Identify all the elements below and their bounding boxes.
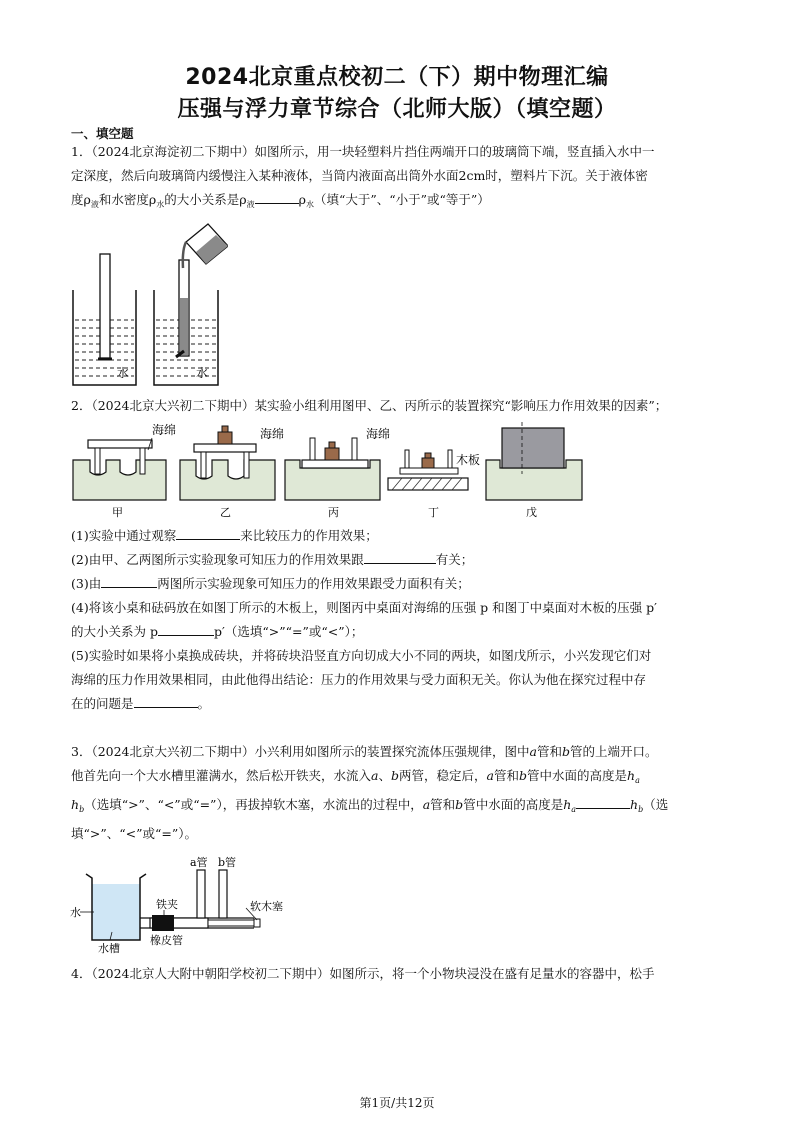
q3-blank[interactable] [576, 794, 630, 809]
q2-text: p′（选填“>”“=”或“<”）； [213, 624, 364, 639]
q2-text: 在的问题是 [71, 696, 134, 711]
q2-label-wu: 戊 [526, 506, 537, 519]
q2-fig-jia [73, 440, 166, 500]
q2-text: 两图所示实验现象可知压力的作用效果跟受力面积有关； [157, 576, 470, 591]
q3-var: h [71, 797, 80, 812]
q3-var: h [627, 768, 636, 783]
q3-label-a-tube: a管 [190, 856, 208, 869]
q3-line2 [71, 764, 724, 793]
q3-text: （选 [643, 797, 669, 812]
q1-text: 度ρ [71, 192, 91, 207]
q2-label-board: 木板 [456, 453, 481, 467]
q1-sub: 水 [156, 200, 165, 209]
q3-label-water: 水 [70, 906, 81, 919]
q3-var: a [529, 744, 537, 759]
q2-text: 有关； [435, 552, 474, 567]
q2-label-sponge-2: 海绵 [260, 427, 285, 441]
q1-text: ρ [298, 192, 306, 207]
q3-var: b [455, 797, 464, 812]
q3-text: 管中水面的高度是 [527, 768, 628, 783]
q2-part-4-line1: (4)将该小桌和砝码放在如图丁所示的木板上，则图丙中桌面对海绵的压强 p 和图丁中桌面对木板的压强 p′ [71, 600, 657, 615]
q1-text: 的大小关系是ρ [164, 192, 247, 207]
question-3 [71, 740, 724, 846]
page-title-line2: 压强与浮力章节综合（北师大版）（填空题） [177, 97, 617, 122]
q2-label-yi: 乙 [220, 506, 231, 519]
q1-line3 [71, 188, 724, 217]
q2-part-4-line2 [71, 620, 724, 644]
q2-text: 来比较压力的作用效果； [240, 528, 378, 543]
q2-text: (2)由甲、乙两图所示实验现象可知压力的作用效果跟 [71, 552, 364, 567]
q1-sub: 液 [246, 200, 255, 209]
q1-sub: 液 [90, 200, 99, 209]
q3-var: b [518, 768, 527, 783]
q3-text: 管和 [493, 768, 519, 783]
q3-var: b [390, 768, 399, 783]
q2-fig-wu [486, 422, 582, 500]
q3-sub: a [571, 805, 577, 814]
page-footer: 第1页/共12页 [359, 1096, 435, 1110]
q4-line1: 4．（2024北京人大附中朝阳学校初二下期中）如图所示，将一个小物块浸没在盛有足量水的容器中，松手 [71, 966, 655, 981]
q3-figure [70, 852, 390, 958]
q2-text: (3)由 [71, 576, 102, 591]
q2-part-2 [71, 548, 724, 572]
q2-blank-2[interactable] [364, 549, 436, 564]
q3-var: b [562, 744, 571, 759]
q2-blank-3[interactable] [101, 573, 157, 588]
q3-label-cork: 软木塞 [250, 900, 283, 913]
q2-figure [70, 420, 590, 520]
q3-line1 [71, 740, 724, 764]
q1-water-label-right: 水 [196, 366, 209, 380]
q3-var: a [422, 797, 431, 812]
q3-label-tank: 水槽 [98, 942, 120, 955]
q3-sub: a [635, 776, 640, 785]
q3-var: h [563, 797, 572, 812]
q3-water-tank [86, 874, 146, 940]
q2-text: 的大小关系为 p [71, 624, 158, 639]
q3-text: 管和 [430, 797, 456, 812]
q3-text: 两管，稳定后， [399, 768, 487, 783]
q3-var: a [371, 768, 379, 783]
q2-fig-bing [285, 438, 380, 500]
q3-var: h [630, 797, 639, 812]
q2-blank-4[interactable] [158, 621, 214, 636]
q1-answer-blank[interactable] [255, 189, 299, 204]
q3-text: 管和 [536, 744, 562, 759]
q2-part-5-line2: 海绵的压力作用效果相同，由此他得出结论：压力的作用效果与受力面积无关。你认为他在探究过程中存 [71, 672, 647, 687]
q2-text: 。 [197, 696, 211, 711]
q2-part-5-line3 [71, 692, 724, 716]
q2-label-ding: 丁 [428, 506, 439, 519]
question-1 [71, 140, 724, 217]
q3-sub: b [79, 805, 85, 814]
q1-text: 和水密度ρ [98, 192, 157, 207]
q1-sub: 水 [305, 200, 314, 209]
q3-text: （选填“>”、“<”或“=”），再拔掉软木塞，水流出的过程中， [84, 797, 423, 812]
question-2 [71, 394, 724, 418]
q2-blank-5[interactable] [134, 693, 198, 708]
section-heading: 一、填空题 [71, 126, 134, 141]
q3-line3 [71, 793, 724, 822]
question-4 [71, 962, 724, 986]
q2-part-1 [71, 524, 724, 548]
q3-label-hose: 橡皮管 [150, 934, 183, 947]
q2-part-3 [71, 572, 724, 596]
q3-text: 管中水面的高度是 [463, 797, 564, 812]
q3-sub: b [638, 805, 644, 814]
q3-text: 3．（2024北京大兴初二下期中）小兴利用如图所示的装置探究流体压强规律，图中 [71, 744, 530, 759]
q3-text: 他首先向一个大水槽里灌满水，然后松开铁夹，水流入 [71, 768, 372, 783]
q3-line4: 填“>”、“<”或“=”）。 [71, 826, 198, 841]
q1-water-label-left: 水 [117, 366, 130, 380]
q2-label-jia: 甲 [112, 506, 123, 519]
q1-line1: 1．（2024北京海淀初二下期中）如图所示，用一块轻塑料片挡住两端开口的玻璃筒下端，竖直插入水中一 [71, 144, 655, 159]
q3-label-clamp: 铁夹 [156, 898, 178, 911]
q2-text: (1)实验中通过观察 [71, 528, 177, 543]
q2-part-5-line1: (5)实验时如果将小桌换成砖块，并将砖块沿竖直方向切成大小不同的两块，如图戊所示，小兴发现它们对 [71, 648, 652, 663]
q2-blank-1[interactable] [176, 525, 240, 540]
q3-label-b-tube: b管 [218, 856, 237, 869]
q2-label-sponge-3: 海绵 [366, 427, 391, 441]
q3-text: 、 [378, 768, 391, 783]
q2-intro: 2．（2024北京大兴初二下期中）某实验小组利用图甲、乙、丙所示的装置探究“影响压力作用效果的因素”； [71, 398, 668, 413]
q1-line2: 定深度，然后向玻璃筒内缓慢注入某种液体，当筒内液面高出筒外水面2cm时，塑料片下沉。关于液体密 [71, 168, 648, 183]
q1-text: （填“大于”、“小于”或“等于”） [313, 192, 490, 207]
q2-label-sponge-1: 海绵 [152, 423, 177, 437]
q3-var: a [486, 768, 494, 783]
q2-label-bing: 丙 [328, 506, 339, 519]
q1-figure [68, 220, 228, 388]
question-2-parts [71, 524, 724, 716]
page-title-line1: 2024北京重点校初二（下）期中物理汇编 [185, 65, 609, 90]
q3-text: 管的上端开口。 [570, 744, 658, 759]
q1-container-right [154, 224, 228, 385]
